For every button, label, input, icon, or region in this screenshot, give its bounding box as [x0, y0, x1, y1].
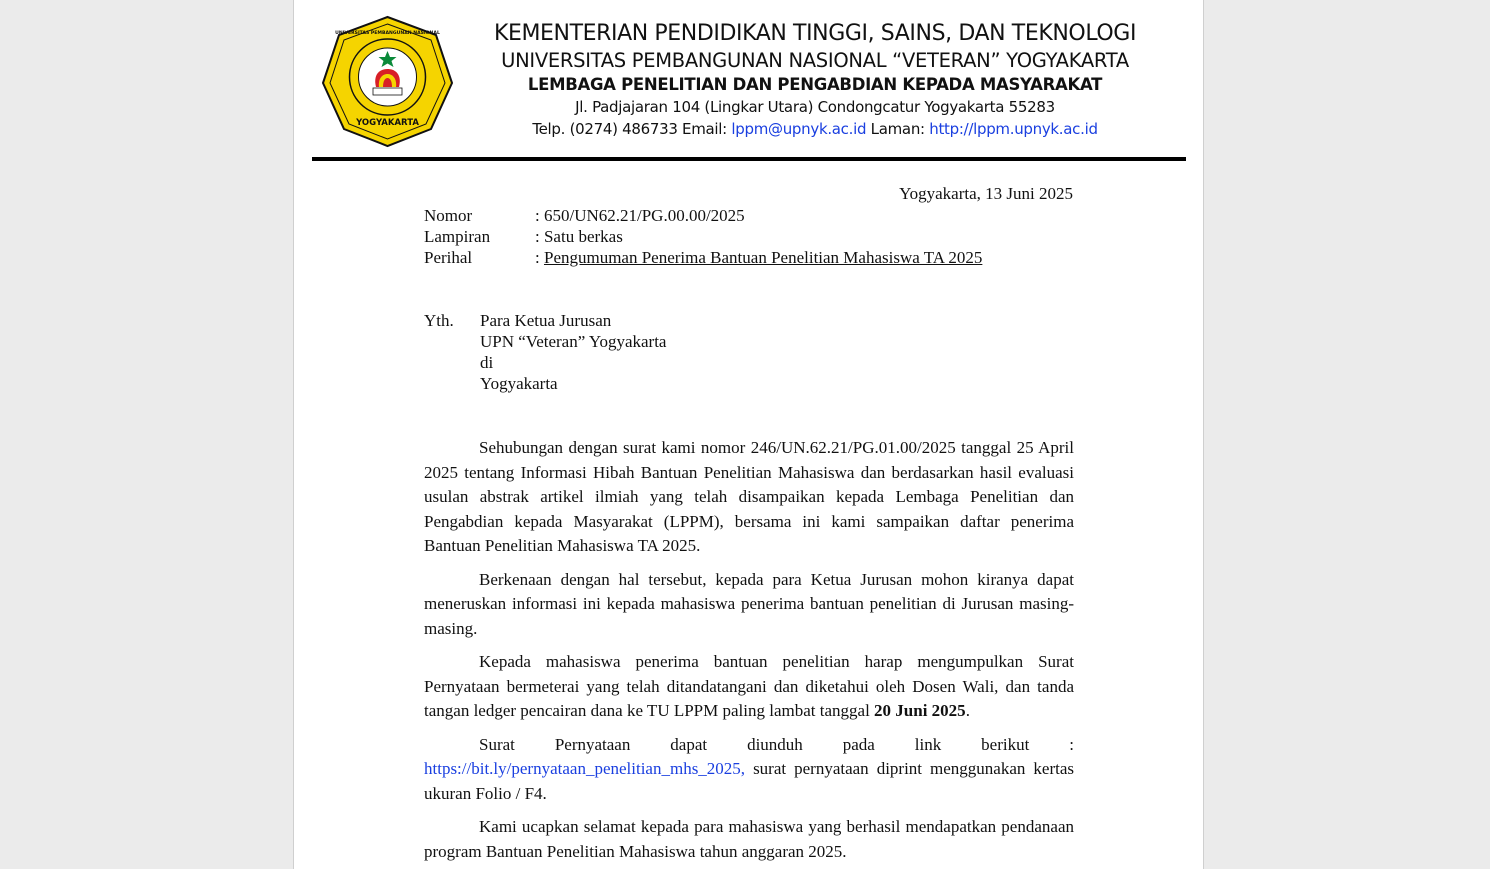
- svg-text:UNIVERSITAS PEMBANGUNAN NASION: UNIVERSITAS PEMBANGUNAN NASIONAL: [335, 31, 440, 36]
- meta-label: Lampiran: [424, 227, 491, 246]
- paragraph-4: [424, 733, 1074, 807]
- letter-meta: [424, 205, 982, 268]
- paragraph-3-end: .: [965, 701, 970, 720]
- deadline-date: 20 Juni 2025: [874, 701, 966, 720]
- recipient-label: Yth.: [424, 311, 454, 330]
- website-link[interactable]: http://lppm.upnyk.ac.id: [929, 120, 1098, 138]
- paragraph-4-text: Surat Pernyataan dapat diunduh pada link berikut :: [479, 734, 1074, 754]
- meta-separator: :: [535, 248, 544, 267]
- recipient-line: UPN “Veteran” Yogyakarta: [480, 332, 667, 351]
- address-line: Jl. Padjajaran 104 (Lingkar Utara) Condongcatur Yogyakarta 55283: [575, 98, 1055, 116]
- paragraph-5: Kami ucapkan selamat kepada para mahasiswa yang berhasil mendapatkan pendanaan program Bantuan Penelitian Mahasiswa tahun anggaran 2025.: [424, 817, 1074, 861]
- letter-body: [424, 436, 1074, 869]
- meta-row-nomor: [424, 205, 982, 226]
- university-name: UNIVERSITAS PEMBANGUNAN NASIONAL “VETERAN” YOGYAKARTA: [501, 49, 1129, 72]
- letterhead-divider: [312, 157, 1186, 161]
- recipient-lines: [480, 310, 666, 394]
- email-link[interactable]: lppm@upnyk.ac.id: [731, 120, 867, 138]
- paragraph-1: Sehubungan dengan surat kami nomor 246/UN.62.21/PG.01.00/2025 tanggal 25 April 2025 tentang Informasi Hibah Bantuan Penelitian Mahasiswa dan berdasarkan hasil evaluasi usulan abstrak artikel ilmiah yang telah disampaikan kepada Lembaga Penelitian dan Pengabdian kepada Masyarakat (LPPM), bersama ini kami sampaikan daftar penerima Bantuan Penelitian Mahasiswa TA 2025.: [424, 438, 1074, 555]
- logo-city-text: YOGYAKARTA: [356, 118, 419, 128]
- recipient-block: [424, 310, 666, 394]
- statement-download-link[interactable]: https://bit.ly/pernyataan_penelitian_mhs_2025,: [424, 759, 746, 778]
- meta-value: : 650/UN62.21/PG.00.00/2025: [535, 206, 745, 225]
- meta-label: Nomor: [424, 206, 473, 225]
- paragraph-3: [424, 650, 1074, 724]
- meta-row-perihal: [424, 247, 982, 268]
- subject-value: Pengumuman Penerima Bantuan Penelitian Mahasiswa TA 2025: [543, 248, 983, 267]
- place-date: Yogyakarta, 13 Juni 2025: [899, 184, 1073, 203]
- web-label: Laman:: [866, 120, 930, 138]
- letterhead: [470, 19, 1160, 140]
- meta-label: Perihal: [424, 248, 473, 267]
- recipient-line: Para Ketua Jurusan: [480, 311, 612, 330]
- institute-name: LEMBAGA PENELITIAN DAN PENGABDIAN KEPADA MASYARAKAT: [527, 75, 1103, 94]
- paragraph-4-end: surat pernyataan diprint menggunakan kertas ukuran Folio / F4.: [424, 759, 1074, 803]
- meta-row-lampiran: [424, 226, 982, 247]
- ministry-name: KEMENTERIAN PENDIDIKAN TINGGI, SAINS, DAN TEKNOLOGI: [493, 21, 1137, 46]
- contact-line: [470, 118, 1160, 140]
- recipient-line: di: [480, 353, 494, 372]
- paragraph-3-text: Kepada mahasiswa penerima bantuan penelitian harap mengumpulkan Surat Pernyataan bermeterai yang telah ditandatangani dan diketahui oleh Dosen Wali, dan tanda tangan ledger pencairan dana ke TU LPPM paling lambat tanggal: [424, 652, 1074, 720]
- phone-text: Telp. (0274) 486733 Email:: [532, 120, 732, 138]
- university-logo: [321, 15, 454, 148]
- paragraph-2: Berkenaan dengan hal tersebut, kepada para Ketua Jurusan mohon kiranya dapat meneruskan informasi ini kepada mahasiswa penerima bantuan penelitian di Jurusan masing-masing.: [424, 569, 1074, 638]
- document-page: [293, 0, 1204, 869]
- recipient-line: Yogyakarta: [480, 374, 558, 393]
- meta-value: : Satu berkas: [535, 227, 623, 246]
